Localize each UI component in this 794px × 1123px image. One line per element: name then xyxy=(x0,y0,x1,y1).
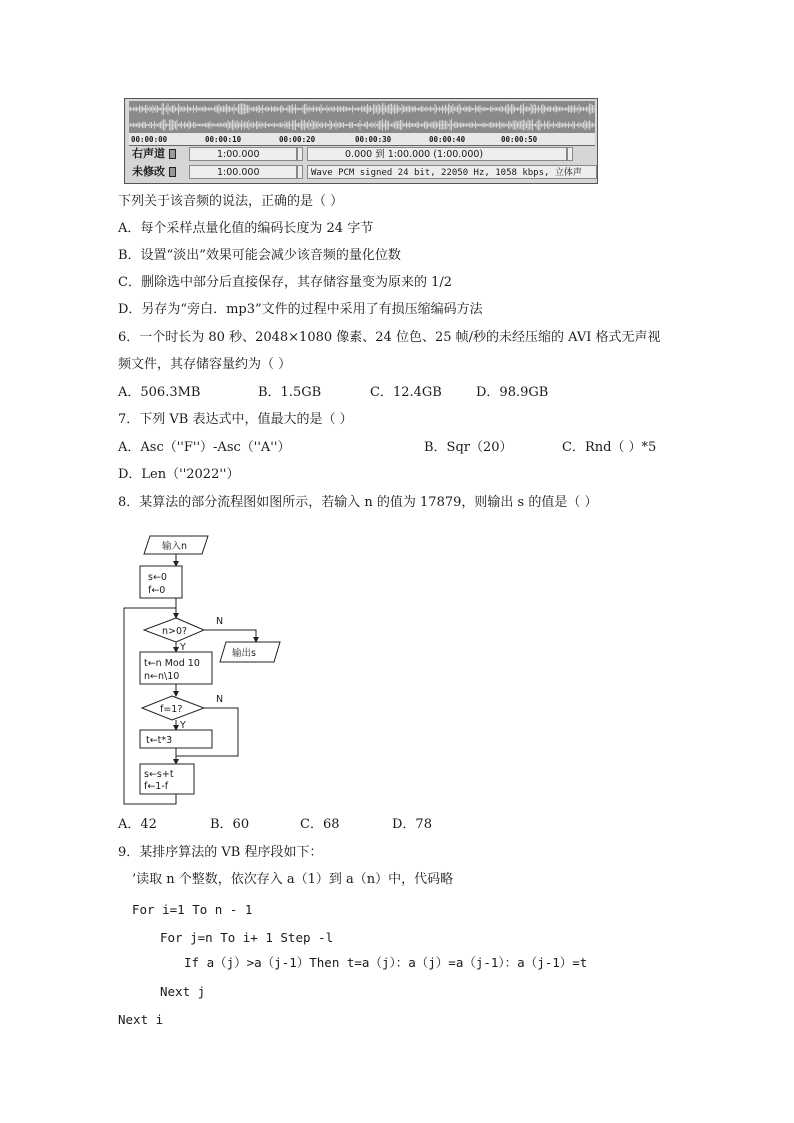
q9-code-line: If a（j）>a（j-1）Then t=a（j）：a（j）=a（j-1）：a（j-1）=t xyxy=(184,955,588,970)
flow-init2-text: f←0 xyxy=(148,585,166,596)
q8-stem: 8．某算法的部分流程图如图所示，若输入 n 的值为 17879，则输出 s 的值是（ ） xyxy=(118,495,598,510)
flow-output-text: 输出s xyxy=(232,648,256,659)
flow-cond1-text: n>0? xyxy=(162,626,188,637)
dropdown-icon[interactable] xyxy=(297,165,303,179)
q6-option-b: B．1.5GB xyxy=(258,385,322,400)
flow-yes-label: Y xyxy=(180,642,186,653)
q9-code-line: Next i xyxy=(118,1012,164,1027)
q7-option-d: D．Len（''2022''） xyxy=(118,467,240,482)
q7-option-b: B．Sqr（20） xyxy=(424,440,513,455)
dropdown-icon[interactable] xyxy=(567,147,573,161)
flow-init1-text: s←0 xyxy=(148,572,167,583)
q6-stem-line1: 6．一个时长为 80 秒、2048×1080 像素、24 位色、25 帧/秒的未经压缩的 AVI 格式无声视 xyxy=(118,330,661,345)
q9-stem: 9．某排序算法的 VB 程序段如下： xyxy=(118,845,323,860)
q7-option-a: A．Asc（''F''）-Asc（''A''） xyxy=(118,440,291,455)
flow-cond2-text: f=1? xyxy=(160,704,183,715)
q9-code-line: Next j xyxy=(160,984,206,999)
waveform-graphic xyxy=(129,101,595,133)
audio-editor-screenshot xyxy=(124,98,598,184)
dropdown-icon[interactable] xyxy=(169,167,176,177)
q6-stem-line2: 频文件，其存储容量约为（ ） xyxy=(118,357,292,372)
flowchart-graphic xyxy=(120,524,300,814)
q7-option-c: C．Rnd（ ）*5 xyxy=(562,440,657,455)
duration-value: 1:00.000 xyxy=(217,167,260,178)
q8-option-d: D．78 xyxy=(392,817,432,832)
q6-option-a: A．506.3MB xyxy=(118,385,201,400)
q6-option-c: C．12.4GB xyxy=(370,385,442,400)
q8-option-b: B．60 xyxy=(210,817,250,832)
status-row xyxy=(125,164,597,181)
status-label: 未修改 xyxy=(132,165,165,178)
flow-step1-text: t←n Mod 10 xyxy=(144,658,200,669)
flow-input-text: 输入n xyxy=(162,541,188,552)
ruler-label: 00:00:20 xyxy=(279,135,316,144)
time-ruler xyxy=(129,133,595,146)
q8-option-c: C．68 xyxy=(300,817,340,832)
selection-range: 0.000 到 1:00.000 (1:00.000) xyxy=(345,149,484,160)
q6-option-d: D．98.9GB xyxy=(476,385,549,400)
format-info: Wave PCM signed 24 bit, 22050 Hz, 1058 kbps, 立体声 xyxy=(311,168,582,178)
flowchart xyxy=(120,524,300,814)
flow-no-label: N xyxy=(216,694,224,705)
ruler-label: 00:00:40 xyxy=(429,135,466,144)
q8-option-a: A．42 xyxy=(118,817,157,832)
q5-option-a: A．每个采样点量化值的编码长度为 24 字节 xyxy=(118,221,374,236)
ruler-label: 00:00:00 xyxy=(131,135,168,144)
flow-no-label: N xyxy=(216,616,224,627)
ruler-label: 00:00:50 xyxy=(501,135,538,144)
ruler-label: 00:00:30 xyxy=(355,135,392,144)
ruler-label: 00:00:10 xyxy=(205,135,242,144)
waveform xyxy=(129,101,595,133)
q5-option-d: D．另存为“旁白．mp3”文件的过程中采用了有损压缩编码方法 xyxy=(118,302,483,317)
q5-option-b: B．设置“淡出”效果可能会减少该音频的量化位数 xyxy=(118,248,401,263)
q5-stem: 下列关于该音频的说法，正确的是（ ） xyxy=(118,194,344,209)
q9-code-line: For i=1 To n - 1 xyxy=(132,902,253,917)
q9-code-line: For j=n To i+ 1 Step -l xyxy=(160,930,334,945)
q7-stem: 7．下列 VB 表达式中，值最大的是（ ） xyxy=(118,412,353,427)
flow-yes-label: Y xyxy=(180,720,186,731)
flow-step4-text: s←s+t xyxy=(144,769,174,780)
channel-label: 右声道 xyxy=(132,147,165,160)
flow-step3-text: t←t*3 xyxy=(146,735,173,746)
q9-code-comment: ’读取 n 个整数，依次存入 a（1）到 a（n）中，代码略 xyxy=(132,872,454,887)
q5-option-c: C．删除选中部分后直接保存，其存储容量变为原来的 1/2 xyxy=(118,275,453,290)
flow-step2-text: n←n\10 xyxy=(144,671,180,682)
dropdown-icon[interactable] xyxy=(297,147,303,161)
duration-value: 1:00.000 xyxy=(217,149,260,160)
channel-row xyxy=(125,146,597,163)
dropdown-icon[interactable] xyxy=(169,149,176,159)
flow-step5-text: f←1-f xyxy=(144,781,169,792)
